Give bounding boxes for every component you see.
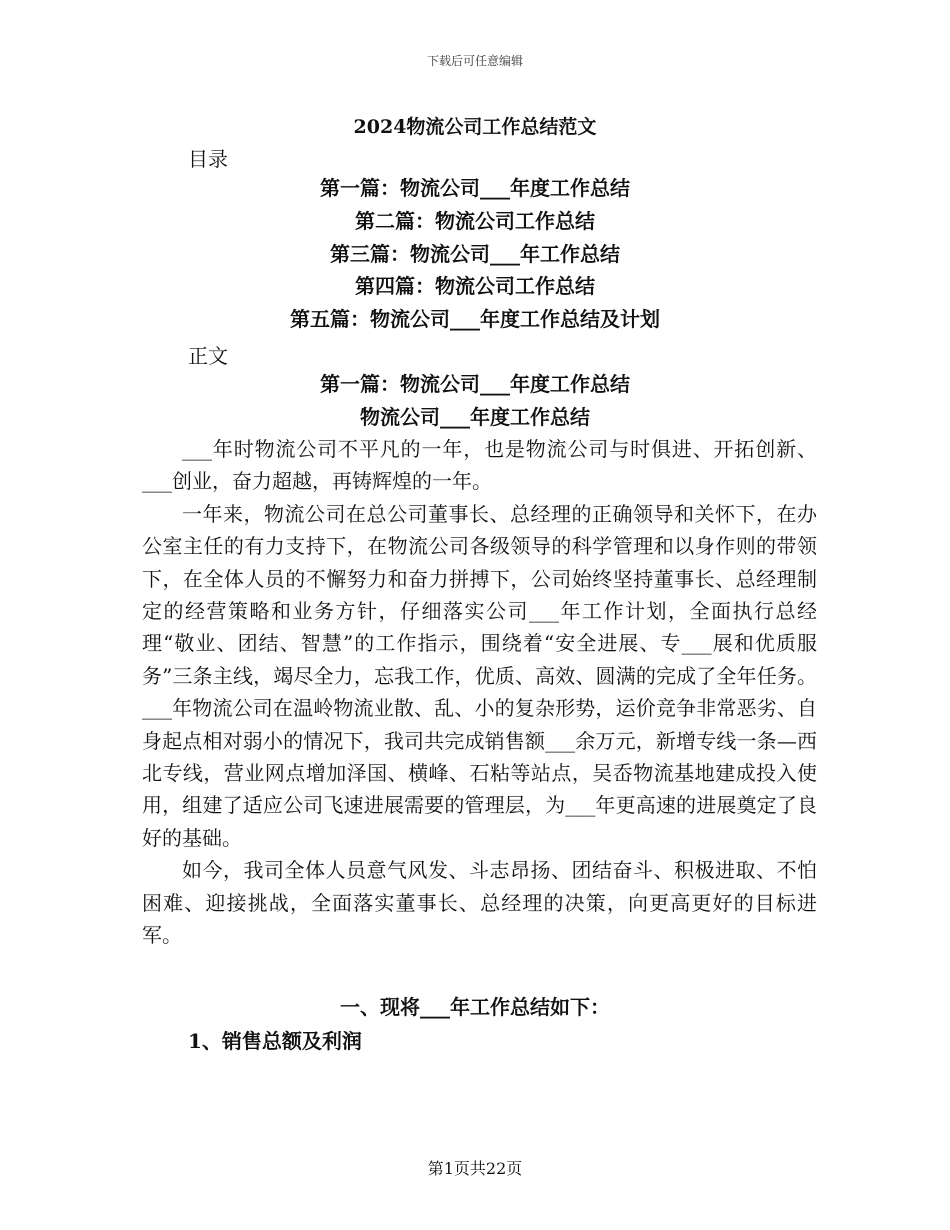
document-title: 2024物流公司工作总结范文 <box>353 116 597 138</box>
chapter-subtitle: 物流公司___年度工作总结 <box>360 405 590 429</box>
toc-item-2: 第二篇：物流公司工作总结 <box>355 209 595 233</box>
toc-label: 目录 <box>188 147 228 171</box>
paragraph-2: 一年来，物流公司在总公司董事长、总经理的正确领导和关怀下，在办公室主任的有力支持下，在物流公司各级领导的科学管理和以身作则的带领下，在全体人员的不懈努力和奋力拼搏下，公司始终坚持董事长、总经理制定的经营策略和业务方针，仔细落实公司___年工作计划，全面执行总经理“敬业、团结、智慧”的工作指示，围绕着“安全进展、专___展和优质服务”三条主线，竭尽全力，忘我工作，优质、高效、圆满的完成了全年任务。___年物流公司在温岭物流业散、乱、小的复杂形势，运价竞争非常恶劣、自身起点相对弱小的情况下，我司共完成销售额___余万元，新增专线一条—西北专线，营业网点增加泽国、横峰、石粘等站点，吴岙物流基地建成投入使用，组建了适应公司飞速进展需要的管理层，为___年更高速的进展奠定了良好的基础。 <box>142 501 817 850</box>
paragraph-3: 如今，我司全体人员意气风发、斗志昂扬、团结奋斗、积极进取、不怕困难、迎接挑战，全面落实董事长、总经理的决策，向更高更好的目标进军。 <box>142 858 817 948</box>
body-text <box>142 433 817 952</box>
section-heading: 一、现将___年工作总结如下： <box>340 995 610 1019</box>
toc-item-4: 第四篇：物流公司工作总结 <box>355 274 595 298</box>
paragraph-1: ___年时物流公司不平凡的一年，也是物流公司与时俱进、开拓创新、___创业，奋力超越，再铸辉煌的一年。 <box>142 437 817 494</box>
header-note: 下载后可任意编辑 <box>426 54 523 68</box>
toc-item-1: 第一篇：物流公司___年度工作总结 <box>320 176 630 200</box>
chapter-title: 第一篇：物流公司___年度工作总结 <box>320 372 630 396</box>
toc-item-3: 第三篇：物流公司___年工作总结 <box>330 242 620 266</box>
page-number: 第1页共22页 <box>427 1159 523 1178</box>
toc-item-5: 第五篇：物流公司___年度工作总结及计划 <box>290 307 660 331</box>
body-label: 正文 <box>188 344 228 368</box>
subsection-heading: 1、销售总额及利润 <box>188 1029 362 1053</box>
